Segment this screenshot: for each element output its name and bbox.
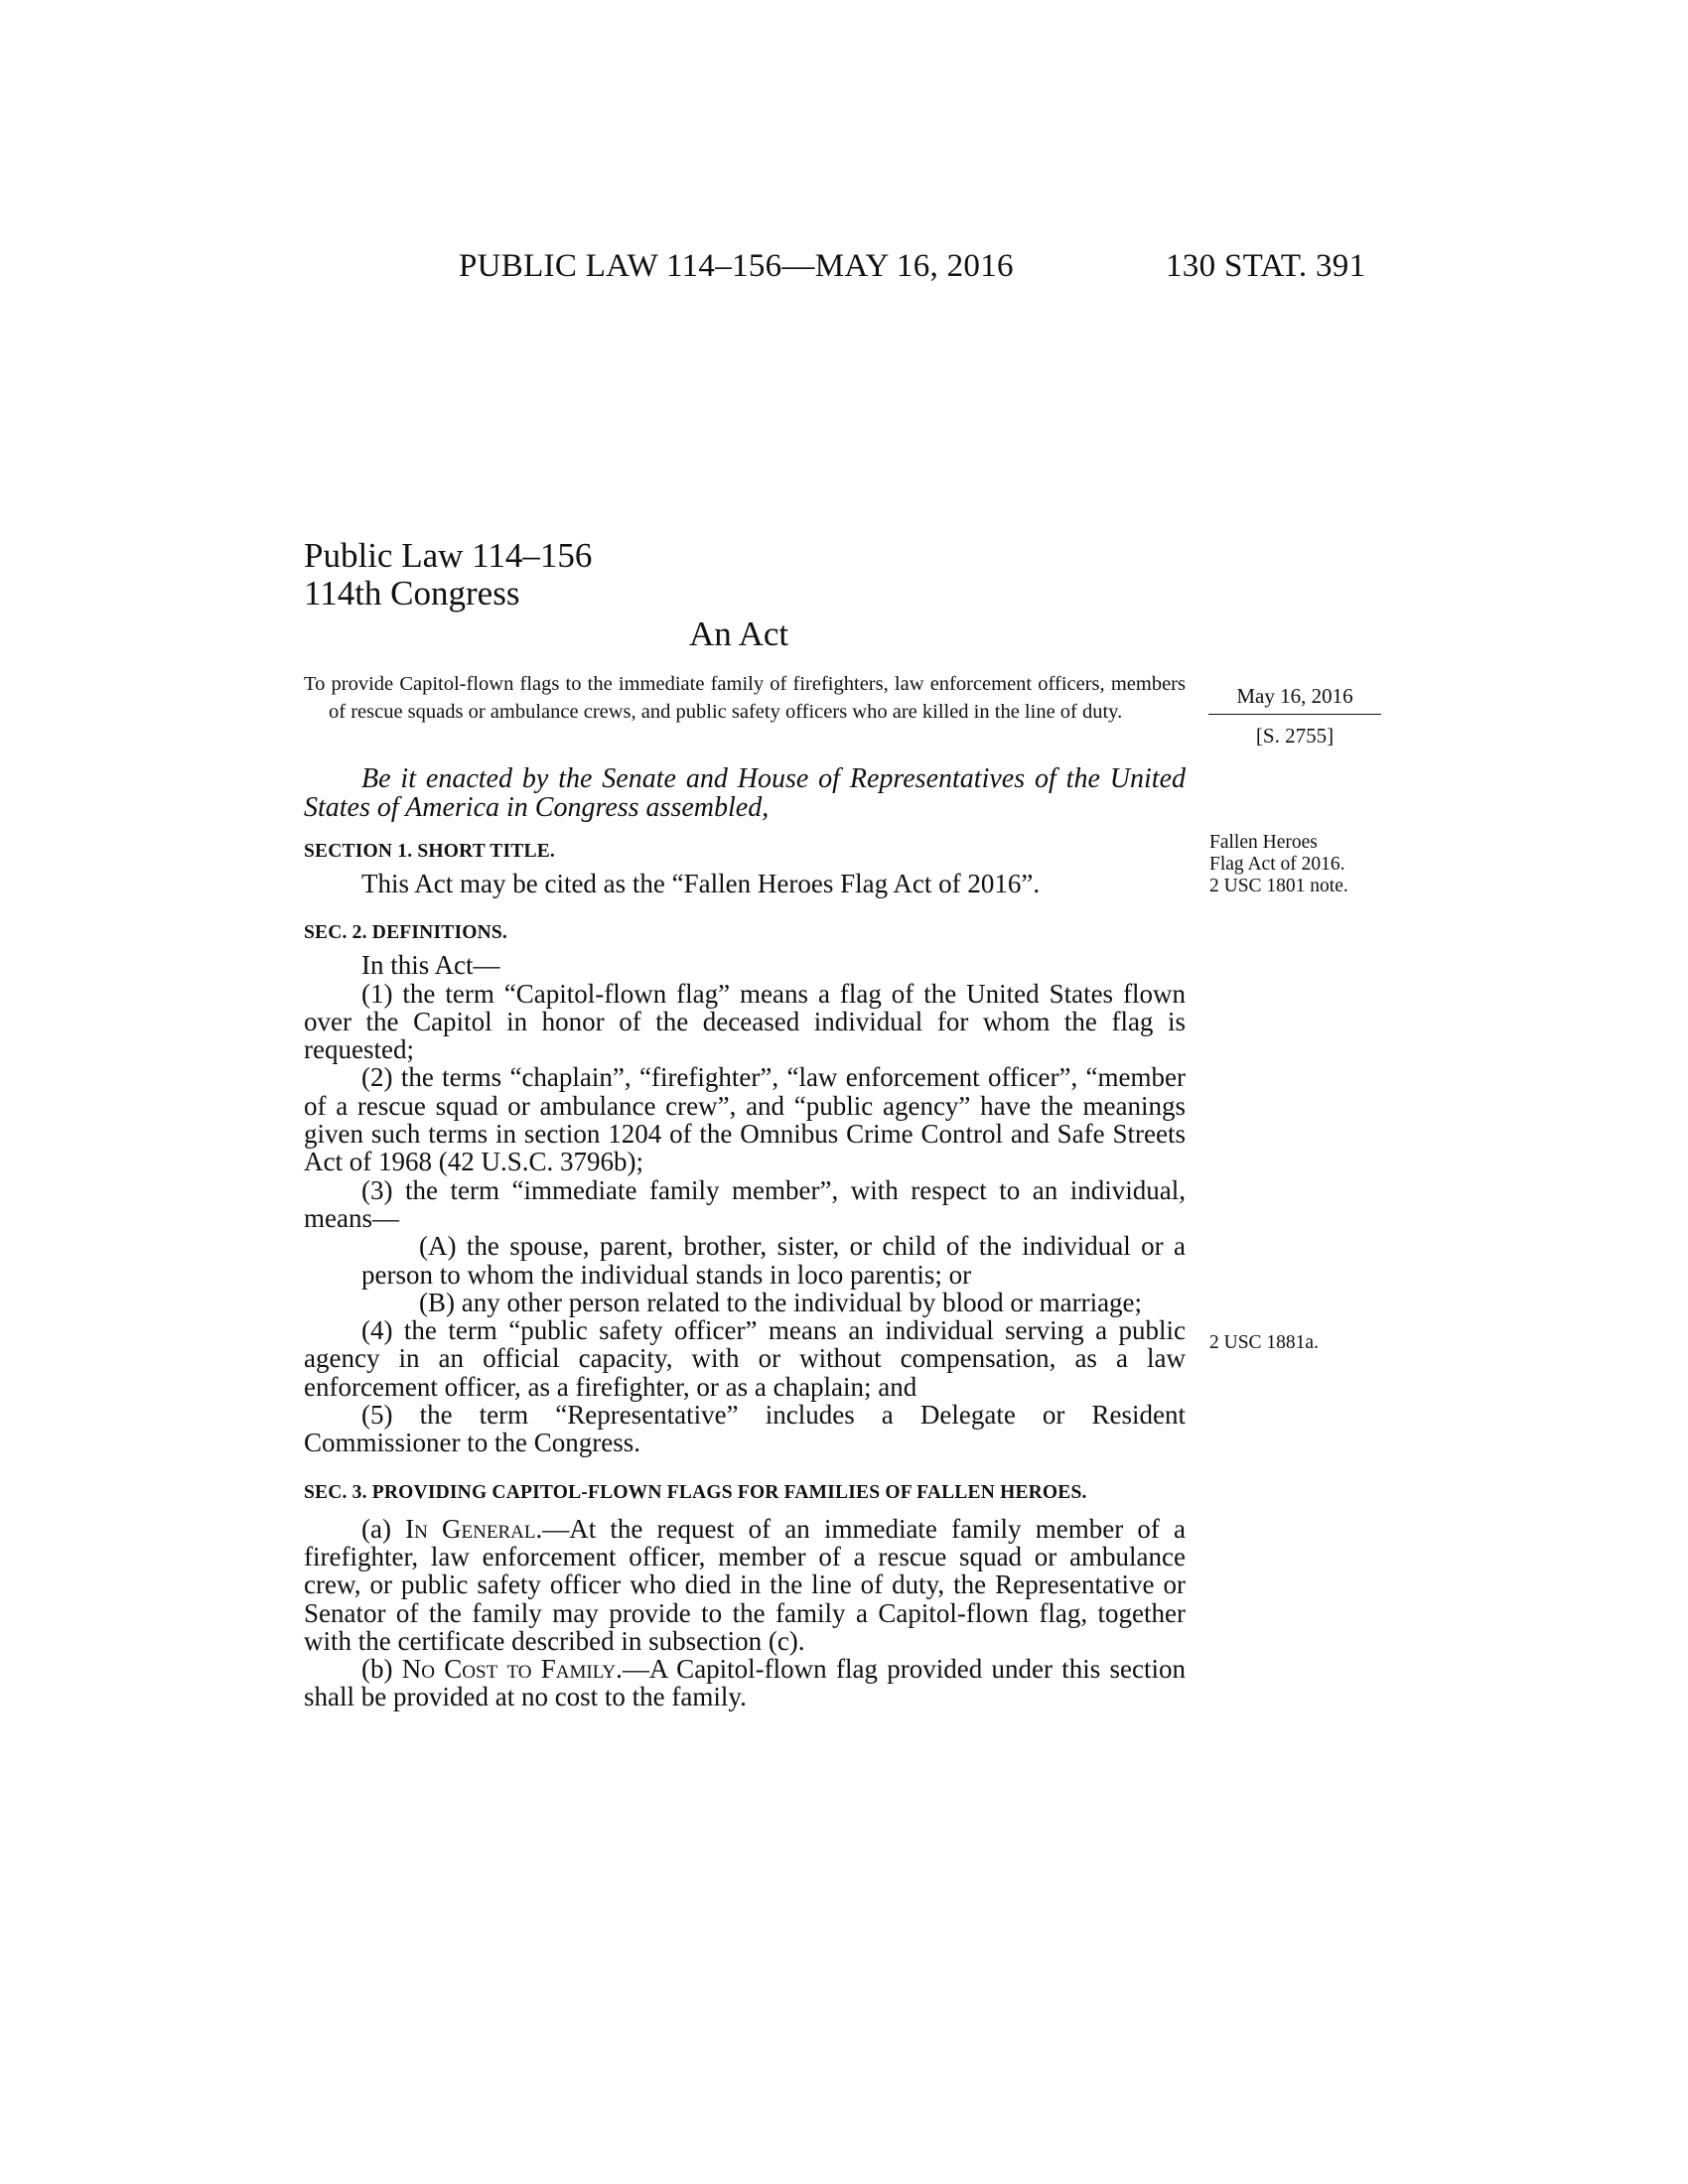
subsection-text: At the request of an immediate family member of a firefighter, law enforcement officer, member of a rescue squad or ambulance crew, or public safety officer who died in the line of duty, the Representative or Senator of the family may provide to the family a Capitol-flown flag, together with the certificate described in subsection (c). bbox=[304, 1513, 1186, 1656]
act-purpose: To provide Capitol-flown flags to the immediate family of firefighters, law enforcement officers, members of rescue squads or ambulance crews, and public safety officers who are killed in the line of duty. bbox=[304, 673, 1186, 723]
section-2-heading: SEC. 2. DEFINITIONS. bbox=[304, 922, 508, 944]
subsection-label: (b) bbox=[361, 1654, 393, 1685]
running-head-title: PUBLIC LAW 114–156—MAY 16, 2016 bbox=[459, 248, 1014, 284]
enactment-date: May 16, 2016 bbox=[1208, 683, 1381, 715]
section-3-subsection-b: (b) No Cost to Family.—A Capitol-flown flag provided under this section shall be provided at no cost to the family. bbox=[304, 1654, 1187, 1712]
definition-3: (3) the term “immediate family member”, with respect to an individual, means— bbox=[304, 1174, 1186, 1233]
margin-note-section-3: 2 USC 1881a. bbox=[1209, 1332, 1319, 1353]
margin-note-short-title bbox=[1209, 832, 1348, 897]
definition-3-b: (B) any other person related to the individual by blood or marriage; bbox=[419, 1287, 1143, 1317]
subsection-caption: In General bbox=[405, 1513, 536, 1544]
bill-number: [S. 2755] bbox=[1255, 724, 1335, 748]
act-body bbox=[304, 764, 1186, 1711]
enactment-date-block bbox=[1208, 683, 1381, 749]
subsection-caption: No Cost to Family bbox=[401, 1654, 617, 1685]
congress-label: 114th Congress bbox=[304, 574, 520, 613]
definition-2: (2) the terms “chaplain”, “firefighter”, “law enforcement officer”, “member of a rescue squad or ambulance crew”, and “public agency” have the meanings given such terms in section 1204 of the Omnibus Crime Control and Safe Streets Act of 1968 (42 U.S.C. 3796b); bbox=[304, 1062, 1186, 1177]
section-1-text: This Act may be cited as the “Fallen Heroes Flag Act of 2016”. bbox=[361, 869, 1041, 898]
subsection-text: A Capitol-flown flag provided under this section shall be provided at no cost to the family. bbox=[304, 1654, 1187, 1712]
definition-5: (5) the term “Representative” includes a Delegate or Resident Commissioner to the Congress. bbox=[304, 1400, 1186, 1458]
definition-4: (4) the term “public safety officer” means an individual serving a public agency in an official capacity, with or without compensation, as a law enforcement officer, as a firefighter, or as a chaplain; and bbox=[304, 1315, 1186, 1402]
subsection-label: (a) bbox=[361, 1513, 391, 1544]
definition-1: (1) the term “Capitol-flown flag” means a flag of the United States flown over the Capitol in honor of the deceased individual for whom the flag is requested; bbox=[304, 978, 1186, 1065]
section-3-subsection-a: (a) In General.—At the request of an immediate family member of a firefighter, law enforcement officer, member of a rescue squad or ambulance crew, or public safety officer who died in the line of duty, the Representative or Senator of the family may provide to the family a Capitol-flown flag, together with the certificate described in subsection (c). bbox=[304, 1513, 1186, 1656]
margin-note-line: 2 USC 1801 note. bbox=[1209, 876, 1348, 896]
public-law-number: Public Law 114–156 bbox=[304, 536, 593, 575]
act-heading: An Act bbox=[689, 614, 789, 653]
section-3-heading: SEC. 3. PROVIDING CAPITOL-FLOWN FLAGS FOR FAMILIES OF FALLEN HEROES. bbox=[304, 1481, 1087, 1503]
section-2-intro: In this Act— bbox=[361, 950, 500, 981]
margin-note-line: Flag Act of 2016. bbox=[1209, 854, 1345, 875]
section-1-heading: SECTION 1. SHORT TITLE. bbox=[304, 841, 555, 862]
enacting-clause: Be it enacted by the Senate and House of Representatives of the United States of America in Congress assembled, bbox=[304, 763, 1186, 823]
margin-note-line: Fallen Heroes bbox=[1209, 832, 1318, 853]
statute-page-number: 130 STAT. 391 bbox=[1166, 248, 1366, 284]
definition-3-a: (A) the spouse, parent, brother, sister, or child of the individual or a person to whom the individual stands in loco parentis; or bbox=[361, 1231, 1186, 1290]
